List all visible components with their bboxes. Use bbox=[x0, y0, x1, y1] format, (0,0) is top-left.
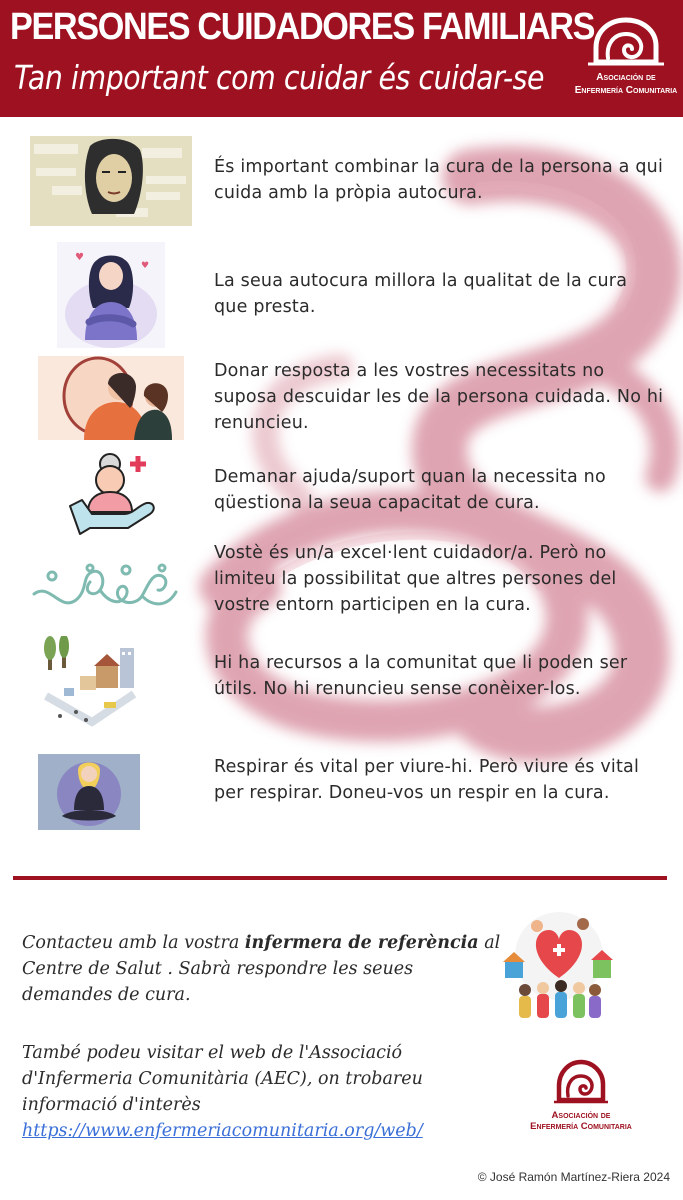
item-text: Demanar ajuda/suport quan la necessita no qüestiona la seua capacitat de cura. bbox=[214, 467, 606, 513]
people-line-icon bbox=[30, 562, 180, 614]
community-map-icon bbox=[40, 636, 140, 728]
footer-logo-line-1: Asociación de bbox=[551, 1110, 611, 1121]
contact-highlight: infermera de referència bbox=[244, 933, 479, 953]
item-text: Hi ha recursos a la comunitat que li poden ser útils. No hi renuncieu sense conèixer-los. bbox=[214, 653, 628, 699]
self-hug-icon bbox=[57, 242, 165, 348]
item-text: La seua autocura millora la qualitat de la cura que presta. bbox=[214, 271, 628, 317]
item-text: Vostè és un/a excel·lent cuidador/a. Però no limiteu la possibilitat que altres persones del vostre entorn participen en la cura. bbox=[214, 543, 617, 615]
page-title: PERSONES CUIDADORES FAMILIARS bbox=[10, 6, 595, 48]
svg-text:♥: ♥ bbox=[141, 261, 150, 271]
item-text: Donar resposta a les vostres necessitats no suposa descuidar les de la persona cuidada. No hi renuncieu. bbox=[214, 361, 664, 433]
svg-text:♥: ♥ bbox=[75, 252, 84, 263]
header-banner bbox=[0, 0, 683, 117]
item-text: Respirar és vital per viure-hi. Però viure és vital per respirar. Doneu-vos un respir en la cura. bbox=[214, 757, 640, 803]
contact-paragraph bbox=[22, 930, 502, 1008]
item-text: És important combinar la cura de la persona a qui cuida amb la pròpia autocura. bbox=[214, 157, 664, 203]
footer-logo-line-2: Enfermería Comunitaria bbox=[530, 1121, 632, 1132]
aec-footer-logo bbox=[530, 1058, 630, 1133]
meditation-icon bbox=[38, 754, 140, 830]
logo-line-2: Enfermería Comunitaria bbox=[574, 85, 678, 96]
caring-hand-icon bbox=[68, 448, 160, 536]
visit-paragraph bbox=[22, 1040, 502, 1144]
logo-line-1: Asociación de bbox=[596, 72, 656, 83]
mirror-embrace-icon bbox=[38, 356, 184, 440]
collage-woman-icon bbox=[30, 136, 192, 226]
section-divider bbox=[13, 876, 667, 880]
visit-text: També podeu visitar el web de l'Associació d'Infermeria Comunitària (AEC), on trobareu informació d'interès bbox=[22, 1043, 423, 1115]
aec-website-link[interactable]: https://www.enfermeriacomunitaria.org/web/ bbox=[22, 1121, 423, 1141]
contact-text-end: al Centre de Salut . Sabrà respondre les seues demandes de cura. bbox=[22, 933, 501, 1005]
contact-text-start: Contacteu amb la vostra bbox=[22, 933, 245, 953]
aec-footer-logo-icon bbox=[554, 1058, 608, 1106]
aec-logo-icon bbox=[588, 14, 664, 70]
copyright-notice: © José Ramón Martínez-Riera 2024 bbox=[477, 1170, 670, 1184]
page-subtitle: Tan important com cuidar és cuidar-se bbox=[14, 58, 545, 97]
community-circle-icon bbox=[497, 906, 621, 1024]
aec-logo bbox=[574, 14, 683, 104]
